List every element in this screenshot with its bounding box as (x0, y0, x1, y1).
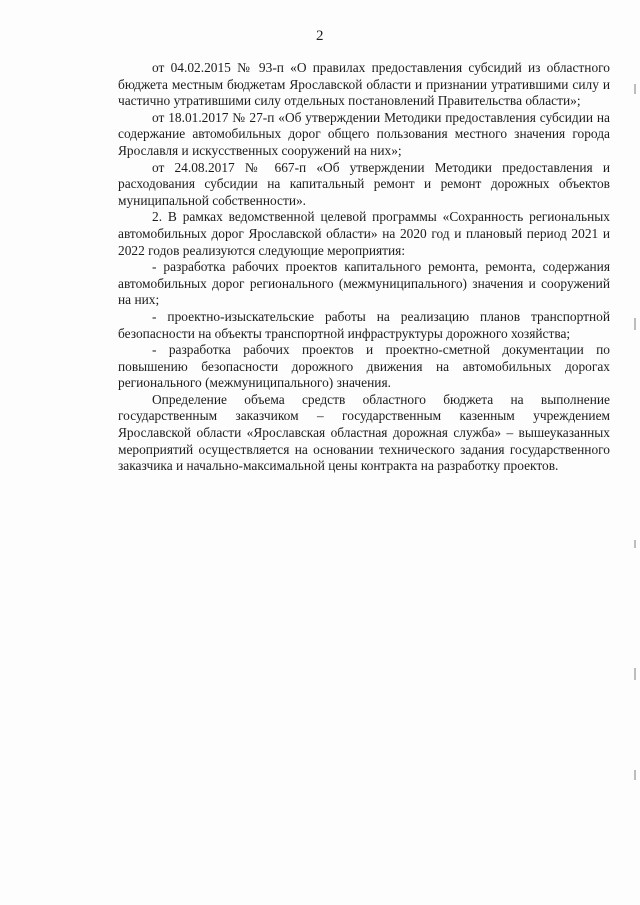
list-item-safety-documentation: - разработка рабочих проектов и проектно-сметной документации по повышению безопасности дорожного движения на автомобильных дорогах регионального (межмуниципального) значения. (118, 342, 610, 391)
scan-artifact (634, 540, 636, 548)
scan-artifact (634, 668, 636, 680)
list-item-design-projects: - разработка рабочих проектов капитального ремонта, ремонта, содержания автомобильных дорог регионального (межмуниципального) значения и сооружений на них; (118, 259, 610, 308)
document-body (118, 60, 610, 475)
paragraph-section-2: 2. В рамках ведомственной целевой программы «Сохранность региональных автомобильных дорог Ярославской области» на 2020 год и плановый период 2021 и 2022 годов реализуются следующие мероприятия: (118, 209, 610, 258)
scan-artifact (634, 318, 636, 330)
paragraph-funding-determination: Определение объема средств областного бюджета на выполнение государственным заказчиком – государственным казенным учреждением Ярославской области «Ярославская областная дорожная служба» – вышеуказанных мероприятий осуществляется на основании технического задания государственного заказчика и начально-максимальной цены контракта на разработку проектов. (118, 391, 610, 474)
page-number: 2 (316, 28, 324, 44)
scan-artifact (634, 770, 636, 780)
paragraph-decree-27p: от 18.01.2017 № 27-п «Об утверждении Методики предоставления субсидии на содержание автомобильных дорог общего пользования местного значения города Ярославля и искусственных сооружений на них»; (118, 109, 610, 158)
list-item-survey-works: - проектно-изыскательские работы на реализацию планов транспортной безопасности на объекты транспортной инфраструктуры дорожного хозяйства; (118, 308, 610, 341)
paragraph-decree-667p: от 24.08.2017 № 667-п «Об утверждении Методики предоставления и расходования субсидии на капитальный ремонт и ремонт дорожных объектов муниципальной собственности». (118, 159, 610, 208)
scan-artifact (634, 84, 636, 94)
paragraph-decree-93p: от 04.02.2015 № 93-п «О правилах предоставления субсидий из областного бюджета местным бюджетам Ярославской области и признании утратившими силу и частично утратившими силу отдельных постановлений Правительства области»; (118, 60, 610, 109)
